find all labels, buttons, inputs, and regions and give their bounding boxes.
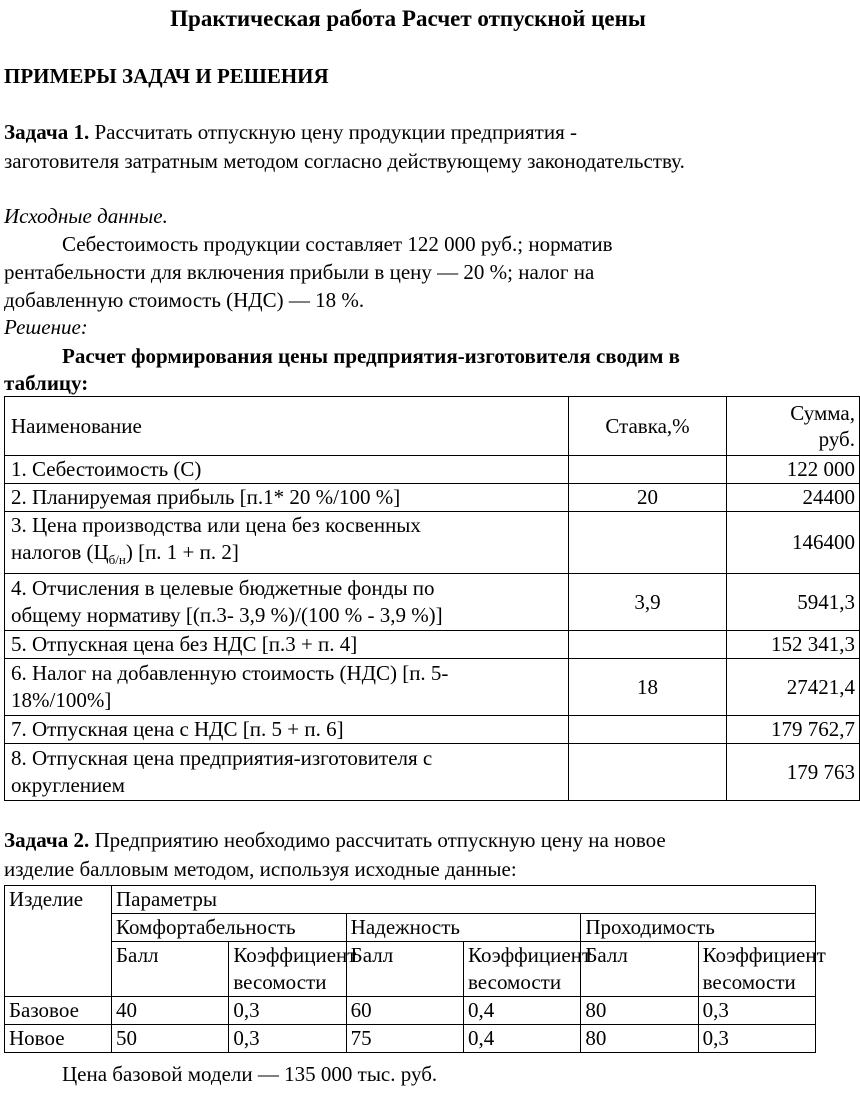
row-sum: 122 000 — [727, 456, 860, 484]
page-title: Практическая работа Расчет отпускной цены — [170, 6, 646, 31]
task1-text-line1: Рассчитать отпускную цену продукции предприятия - — [89, 120, 577, 144]
table-row — [5, 1025, 816, 1053]
row-name: 7. Отпускная цена с НДС [п. 5 + п. 6] — [5, 716, 569, 744]
row-comfort-weight: 0,3 — [229, 997, 346, 1025]
header-weight-line2: весомости — [702, 970, 796, 994]
row-rate: 20 — [569, 484, 727, 512]
row-name: 2. Планируемая прибыль [п.1* 20 %/100 %] — [5, 484, 569, 512]
header-params: Параметры — [112, 886, 816, 914]
row-name — [5, 744, 569, 801]
row-product: Базовое — [5, 997, 112, 1025]
header-weight-line1: Коэффициент — [467, 943, 592, 967]
header-rate: Ставка,% — [569, 397, 727, 456]
score-parameters-table — [4, 885, 826, 1053]
table-header-row — [5, 886, 816, 914]
given-label: Исходные данные. — [4, 204, 168, 228]
task1-text-line2: заготовителя затратным методом согласно действующему законодательству. — [4, 149, 685, 173]
row-name-line1: 6. Налог на добавленную стоимость (НДС) [п. 5- — [11, 661, 449, 686]
row-name-line2: общему нормативу [(п.3- 3,9 %)/(100 % - 3,9 %)] — [11, 603, 443, 628]
row-rate — [569, 631, 727, 659]
row-rate — [569, 744, 727, 801]
row-sum: 179 762,7 — [727, 716, 860, 744]
solution-label: Решение: — [4, 315, 88, 339]
header-weight-line2: весомости — [467, 970, 562, 994]
row-name: 1. Себестоимость (С) — [5, 456, 569, 484]
row-passability-score: 80 — [581, 1025, 698, 1053]
row-name — [5, 659, 569, 716]
header-passability: Проходимость — [581, 914, 816, 942]
given-line3: добавленную стоимость (НДС) — 18 %. — [4, 288, 365, 312]
table-header-row — [5, 397, 860, 456]
row-reliability-weight: 0,4 — [463, 1025, 580, 1053]
header-reliability: Надежность — [346, 914, 581, 942]
header-sum-line1: Сумма, — [790, 401, 855, 425]
header-score: Балл — [346, 942, 463, 997]
table-row — [5, 484, 860, 512]
section-heading: ПРИМЕРЫ ЗАДАЧ И РЕШЕНИЯ — [4, 64, 329, 88]
row-reliability-score: 60 — [346, 997, 463, 1025]
table-row — [5, 512, 860, 574]
row-name-line1: 3. Цена производства или цена без косвенных — [11, 513, 421, 537]
header-weight — [229, 942, 357, 997]
task2-label: Задача 2. — [4, 828, 90, 852]
header-weight-line2: весомости — [233, 970, 327, 994]
given-line2: рентабельности для включения прибыли в цену — 20 %; налог на — [4, 260, 595, 284]
row-passability-weight: 0,3 — [698, 1025, 815, 1053]
task2-text-line2: изделие балловым методом, используя исходные данные: — [4, 857, 517, 881]
header-score: Балл — [581, 942, 698, 997]
row-sum: 152 341,3 — [727, 631, 860, 659]
row-sum: 27421,4 — [727, 659, 860, 716]
header-weight-line1: Коэффициент — [702, 943, 826, 967]
table-row — [5, 574, 860, 631]
given-line1: Себестоимость продукции составляет 122 000 руб.; норматив — [62, 232, 613, 256]
header-sum-line2: руб. — [818, 427, 855, 451]
header-weight-line1: Коэффициент — [233, 943, 357, 967]
row-passability-weight: 0,3 — [698, 997, 815, 1025]
task1-statement-line1 — [4, 118, 577, 146]
row-rate: 18 — [569, 659, 727, 716]
row-name-line2-post: ) [п. 1 + п. 2] — [125, 540, 239, 564]
header-score: Балл — [112, 942, 229, 997]
row-name-line2: 18%/100%] — [11, 688, 112, 713]
row-name — [5, 574, 569, 631]
row-rate: 3,9 — [569, 574, 727, 631]
price-calculation-table — [4, 396, 860, 801]
row-passability-score: 80 — [581, 997, 698, 1025]
header-sum — [727, 397, 860, 456]
row-rate — [569, 716, 727, 744]
price-table-container — [0, 396, 855, 800]
task2-text-line1: Предприятию необходимо рассчитать отпускную цену на новое — [89, 828, 666, 852]
header-name: Наименование — [5, 397, 569, 456]
table-row — [5, 659, 860, 716]
row-name: 5. Отпускная цена без НДС [п.3 + п. 4] — [5, 631, 569, 659]
row-comfort-score: 40 — [112, 997, 229, 1025]
table-row — [5, 631, 860, 659]
table-row — [5, 716, 860, 744]
row-rate — [569, 456, 727, 484]
row-sum: 24400 — [727, 484, 860, 512]
row-product: Новое — [5, 1025, 112, 1053]
row-name — [5, 512, 569, 574]
row-sum: 179 763 — [727, 744, 860, 801]
task1-label: Задача 1. — [4, 120, 90, 144]
row-comfort-score: 50 — [112, 1025, 229, 1053]
table-header-row — [5, 942, 816, 997]
header-product: Изделие — [5, 886, 112, 997]
table-row — [5, 997, 816, 1025]
table-intro-line1: Расчет формирования цены предприятия-изготовителя сводим в — [62, 344, 680, 368]
row-sum: 5941,3 — [727, 574, 860, 631]
header-weight — [698, 942, 826, 997]
row-name-line1: 4. Отчисления в целевые бюджетные фонды по — [11, 576, 435, 601]
base-price-note: Цена базовой модели — 135 000 тыс. руб. — [62, 1062, 438, 1086]
row-comfort-weight: 0,3 — [229, 1025, 346, 1053]
row-sum: 146400 — [727, 512, 860, 574]
row-name-line2-pre: налогов (Ц — [11, 540, 109, 564]
row-name-subscript: б/н — [108, 552, 126, 568]
task2-statement-line1 — [4, 826, 666, 854]
row-name-line2: округлением — [11, 773, 125, 798]
header-comfort: Комфортабельность — [112, 914, 347, 942]
table-intro-line2: таблицу: — [4, 371, 89, 395]
table-row — [5, 456, 860, 484]
header-weight — [463, 942, 592, 997]
row-reliability-score: 75 — [346, 1025, 463, 1053]
row-name-line1: 8. Отпускная цена предприятия-изготовителя с — [11, 746, 433, 771]
table-row — [5, 744, 860, 801]
row-reliability-weight: 0,4 — [463, 997, 580, 1025]
row-rate — [569, 512, 727, 574]
table-header-row — [5, 914, 816, 942]
